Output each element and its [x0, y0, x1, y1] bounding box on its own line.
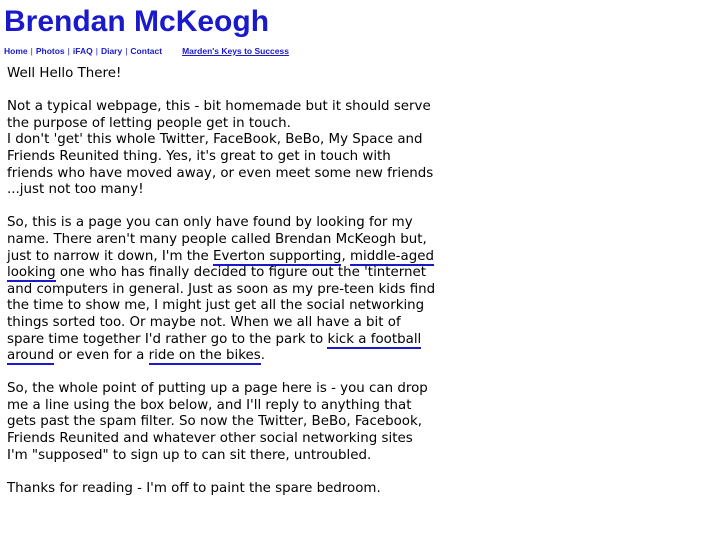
nav-ifaq-link[interactable]: iFAQ: [72, 46, 93, 56]
about-text-4: or even for a: [54, 348, 149, 364]
contact-paragraph: So, the whole point of putting up a page here is - you can drop me a line using the box below, and I'll reply to anything that gets past the spam filter. So now the Twitter, BeBo, Facebook, Friends Reunited and whatever other social networking sites I'm "supposed" to sign up to can sit there, untroubled.: [7, 381, 428, 463]
intro-paragraph: [7, 99, 437, 199]
greeting-text: Well Hello There!: [7, 66, 122, 81]
about-text-2: ,: [341, 248, 350, 264]
top-nav: [4, 45, 289, 57]
about-text-1: So, this is a page you can only have found by looking for my name. There aren't many people called Brendan McKeogh but, just to narrow it down, I'm the: [7, 215, 427, 264]
main-content: [7, 66, 437, 514]
nav-separator: |: [67, 46, 70, 56]
about-paragraph: [7, 215, 437, 364]
about-text-5: .: [260, 348, 265, 364]
ride-bikes-link[interactable]: ride on the bikes: [148, 348, 261, 364]
about-text-3: one who has finally decided to figure out the 'tinternet and computers in general. Just as soon as my pre-teen kids find the time to show me, I might just get all the social networking things sorted too. Or maybe not. When we all have a bit of spare time together I'd rather go to the park to: [7, 265, 436, 347]
intro-text: Not a typical webpage, this - bit homemade but it should serve the purpose of letting people get in touch.: [7, 99, 431, 131]
nav-photos-link[interactable]: Photos: [35, 46, 65, 56]
middle-aged-looking-link[interactable]: middle-aged looking: [7, 248, 434, 281]
closing-paragraph: Thanks for reading - I'm off to paint the spare bedroom.: [7, 480, 381, 496]
kick-football-link[interactable]: kick a football around: [7, 331, 422, 364]
nav-contact-link[interactable]: Contact: [130, 46, 163, 56]
social-networks-text: I don't 'get' this whole Twitter, FaceBook, BeBo, My Space and Friends Reunited thing. Yes, it's great to get in touch with friends who have moved away, or even meet some new friends ...just not too many!: [7, 132, 434, 198]
site-title: Brendan McKeogh: [4, 5, 270, 38]
nav-mardens-keys-link[interactable]: Marden's Keys to Success: [182, 46, 289, 56]
everton-supporting-link[interactable]: Everton supporting: [213, 248, 342, 264]
nav-separator: |: [125, 46, 128, 56]
nav-home-link[interactable]: Home: [4, 46, 28, 56]
nav-diary-link[interactable]: Diary: [100, 46, 123, 56]
nav-separator: |: [30, 46, 33, 56]
nav-separator: |: [95, 46, 98, 56]
